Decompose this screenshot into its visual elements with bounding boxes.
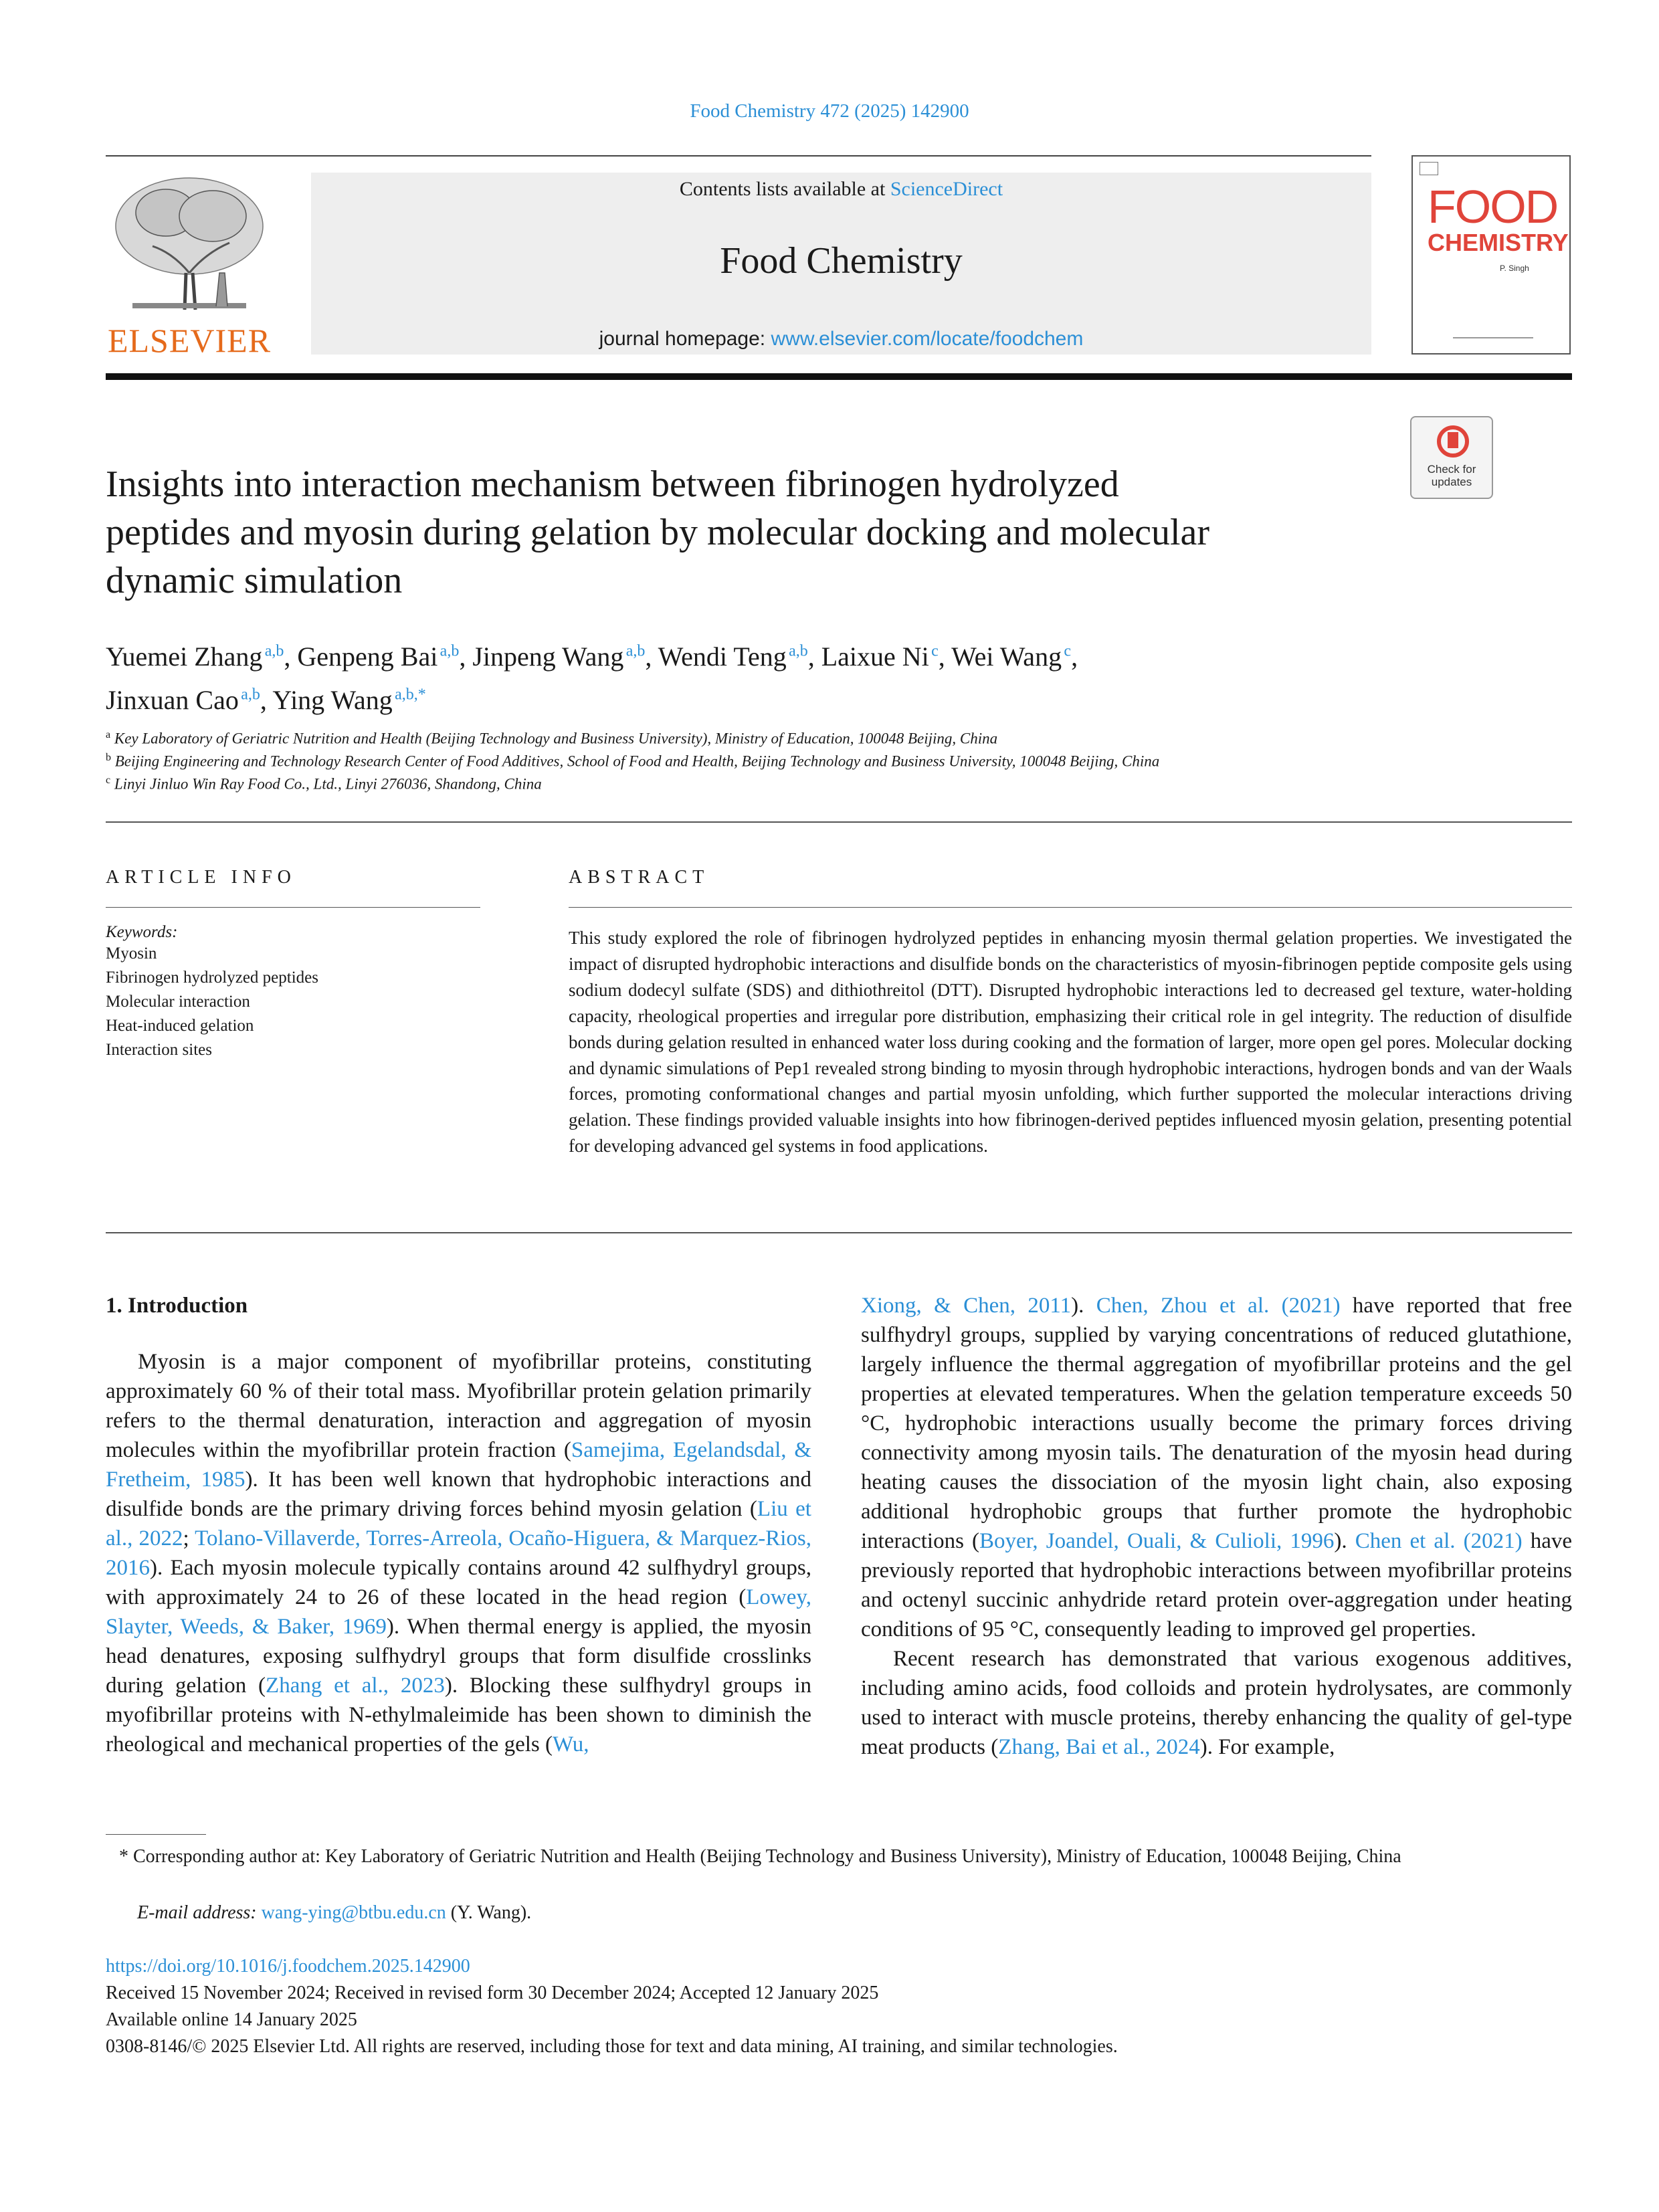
sciencedirect-link[interactable]: ScienceDirect (890, 178, 1003, 200)
header-rule (106, 155, 1371, 157)
affiliation: $^a$ Key Laboratory of Geriatric Nutrition and Health (Beijing Technology and Business University), Ministry of Education, 100048 Beijing, China (106, 729, 998, 747)
keyword: Molecular interaction (106, 993, 250, 1011)
journal-title: Food Chemistry (720, 240, 963, 282)
available-online-date: Available online 14 January 2025 (106, 2009, 357, 2030)
keyword: Fibrinogen hydrolyzed peptides (106, 969, 318, 987)
citation-link[interactable]: Boyer, Joandel, Ouali, & Culioli, 1996 (979, 1529, 1335, 1553)
footnote-rule (106, 1834, 206, 1835)
tree-emblem-icon (106, 173, 273, 313)
journal-reference-link[interactable]: Food Chemistry 472 (2025) 142900 (690, 100, 969, 122)
elsevier-wordmark: ELSEVIER (107, 322, 272, 359)
author[interactable]: Ying Wang $^{a,b,*}$ (272, 684, 426, 715)
contents-prefix: Contents lists available at (679, 178, 890, 200)
citation-link[interactable]: Lowey, Slayter, Weeds, & Baker, 1969 (106, 1585, 811, 1639)
title-line: Insights into interaction mechanism between fibrinogen hydrolyzed (106, 464, 1119, 505)
article-info-rule (106, 907, 480, 908)
check-for-updates-button[interactable] (1410, 416, 1493, 499)
paragraph: Recent research has demonstrated that various exogenous additives, including amino acids, food colloids and protein hydrolysates, are commonly used to interact with muscle proteins, thereby enhancing the quality of gel-type meat products (Zhang, Bai et al., 2024). For example, (861, 1647, 1572, 1759)
author[interactable]: Wei Wang $^c$, (951, 641, 1078, 672)
citation-link[interactable]: Zhang, Bai et al., 2024 (998, 1735, 1200, 1759)
check-for-updates-label: Check for updates (1427, 463, 1476, 488)
author[interactable]: Wendi Teng $^{a,b}$, (658, 641, 815, 672)
paragraph: Xiong, & Chen, 2011). Chen, Zhou et al. (2021) have reported that free sulfhydryl groups, supplied by varying concentrations of reduced glutathione, largely influence the thermal aggregation of myofibrillar proteins and the gel properties at elevated temperatures. When the gelation temperature exceeds 50 °C, hydrophobic interactions usually become the primary forces driving connectivity among myosin tails. The denaturation of the myosin head during heating causes the dissociation of the myosin light chain, also exposing additional hydrophobic groups that further promote the hydrophobic interactions (Boyer, Joandel, Ouali, & Culioli, 1996). Chen et al. (2021) have previously reported that hydrophobic interactions between myofibrillar proteins and octenyl succinic anhydride retard protein over-aggregation under heating conditions of 95 °C, consequently leading to improved gel properties. (861, 1294, 1572, 1641)
author[interactable]: Laixue Ni $^c$, (821, 641, 945, 672)
cover-editor: P. Singh (1500, 264, 1529, 273)
email-suffix: (Y. Wang). (446, 1902, 532, 1923)
section-divider (106, 821, 1572, 823)
keywords-label: Keywords: (106, 923, 178, 941)
contents-line (311, 178, 1371, 201)
email-line (137, 1900, 1572, 1926)
abstract-heading: ABSTRACT (569, 867, 710, 888)
cover-title-chemistry: CHEMISTRY (1428, 229, 1569, 256)
keyword: Myosin (106, 944, 157, 963)
citation-link[interactable]: Chen et al. (2021) (1355, 1529, 1523, 1553)
title-line: dynamic simulation (106, 560, 403, 601)
cover-divider (1453, 337, 1533, 338)
doi-link[interactable]: https://doi.org/10.1016/j.foodchem.2025.142900 (106, 1956, 470, 1977)
paragraph: Myosin is a major component of myofibrillar proteins, constituting approximately 60 % of their total mass. Myofibrillar protein gelation primarily refers to the thermal denaturation, interaction and aggregation of myosin molecules within the myofibrillar protein fraction (Samejima, Egelandsdal, & Fretheim, 1985). It has been well known that hydrophobic interactions and disulfide bonds are the primary driving forces behind myosin gelation (Liu et al., 2022; Tolano-Villaverde, Torres-Arreola, Ocaño-Higuera, & Marquez-Rios, 2016). Each myosin molecule typically contains around 42 sulfhydryl groups, with approximately 24 to 26 of these located in the head region (Lowey, Slayter, Weeds, & Baker, 1969). When thermal energy is applied, the myosin head denatures, exposing sulfhydryl groups that form disulfide crosslinks during gelation (Zhang et al., 2023). Blocking these sulfhydryl groups in myofibrillar proteins with N-ethylmaleimide has been shown to diminish the rheological and mechanical properties of the gels (Wu, (106, 1350, 811, 1756)
author[interactable]: Jinxuan Cao $^{a,b}$, (106, 684, 267, 715)
citation-link[interactable]: Samejima, Egelandsdal, & Fretheim, 1985 (106, 1438, 811, 1492)
citation-link[interactable]: Zhang et al., 2023 (266, 1674, 445, 1698)
section-heading-introduction: 1. Introduction (106, 1294, 248, 1318)
homepage-prefix: journal homepage: (599, 328, 771, 350)
email-link[interactable]: wang-ying@btbu.edu.cn (261, 1902, 446, 1923)
citation-link[interactable]: Wu, (552, 1732, 589, 1756)
author[interactable]: Genpeng Bai $^{a,b}$, (297, 641, 466, 672)
affiliation: $^b$ Beijing Engineering and Technology Research Center of Food Additives, School of Food and Health, Beijing Technology and Business University, 100048 Beijing, China (106, 752, 1160, 770)
author[interactable]: Jinpeng Wang $^{a,b}$, (472, 641, 652, 672)
homepage-link[interactable]: www.elsevier.com/locate/foodchem (771, 328, 1084, 350)
body-left-column (106, 1291, 811, 1759)
elsevier-logo (106, 173, 273, 360)
keywords-block (106, 923, 480, 1062)
bookmark-icon (1448, 432, 1458, 448)
affiliation: $^c$ Linyi Jinluo Win Ray Food Co., Ltd., Linyi 276036, Shandong, China (106, 775, 542, 793)
journal-cover-thumbnail[interactable] (1411, 155, 1571, 355)
abstract-rule (569, 907, 1572, 908)
citation-link[interactable]: Chen, Zhou et al. (2021) (1096, 1294, 1341, 1318)
citation-link[interactable]: Liu et al., 2022 (106, 1497, 811, 1550)
cover-title-food: FOOD (1428, 181, 1558, 233)
citation-link[interactable]: Xiong, & Chen, 2011 (861, 1294, 1072, 1318)
author-list (106, 633, 1572, 719)
abstract-text: This study explored the role of fibrinogen hydrolyzed peptides in enhancing myosin thermal gelation properties. We investigated the impact of disrupted hydrophobic interactions and disulfide bonds on the characteristics of myosin-fibrinogen peptide composite gels using sodium dodecyl sulfate (SDS) and dithiothreitol (DTT). Disrupted hydrophobic interactions led to decreased gel texture, water-holding capacity, rheological properties and irregular pore distribution, emphasizing their critical role in gel integrity. The reduction of disulfide bonds during gelation resulted in enhanced water loss during cooking and the formation of larger, more open gel pores. Molecular docking and dynamic simulations of Pep1 revealed strong binding to myosin through hydrophobic interactions, hydrogen bonds and van der Waals forces, promoting conformational changes and partial myosin unfolding, which further supported the molecular interactions driving gelation. These findings provided valuable insights into how fibrinogen-derived peptides influenced myosin gelation, presenting potential for developing advanced gel systems in food applications. (569, 928, 1572, 1157)
received-dates: Received 15 November 2024; Received in revised form 30 December 2024; Accepted 12 January 2025 (106, 1983, 879, 2003)
keyword: Interaction sites (106, 1041, 212, 1059)
homepage-line (311, 328, 1371, 350)
citation-link[interactable]: Tolano-Villaverde, Torres-Arreola, Ocaño-Higuera, & Marquez-Rios, 2016 (106, 1526, 811, 1580)
cover-logo-icon (1420, 162, 1438, 175)
author[interactable]: Yuemei Zhang $^{a,b}$, (106, 641, 291, 672)
keyword: Heat-induced gelation (106, 1017, 254, 1035)
header-thick-rule (106, 373, 1572, 380)
email-label: E-mail address: (137, 1902, 262, 1923)
article-info-heading: ARTICLE INFO (106, 867, 296, 888)
body-right-column (861, 1291, 1572, 1762)
section-divider (106, 1232, 1572, 1233)
corresponding-author-note: * Corresponding author at: Key Laboratory of Geriatric Nutrition and Health (Beijing Technology and Business University), Ministry of Education, 100048 Beijing, China (119, 1846, 1401, 1867)
journal-banner (311, 173, 1371, 355)
title-line: peptides and myosin during gelation by molecular docking and molecular (106, 512, 1210, 553)
article-title (106, 460, 1410, 605)
copyright-notice: 0308-8146/© 2025 Elsevier Ltd. All rights are reserved, including those for text and data mining, AI training, and similar technologies. (106, 2036, 1118, 2057)
